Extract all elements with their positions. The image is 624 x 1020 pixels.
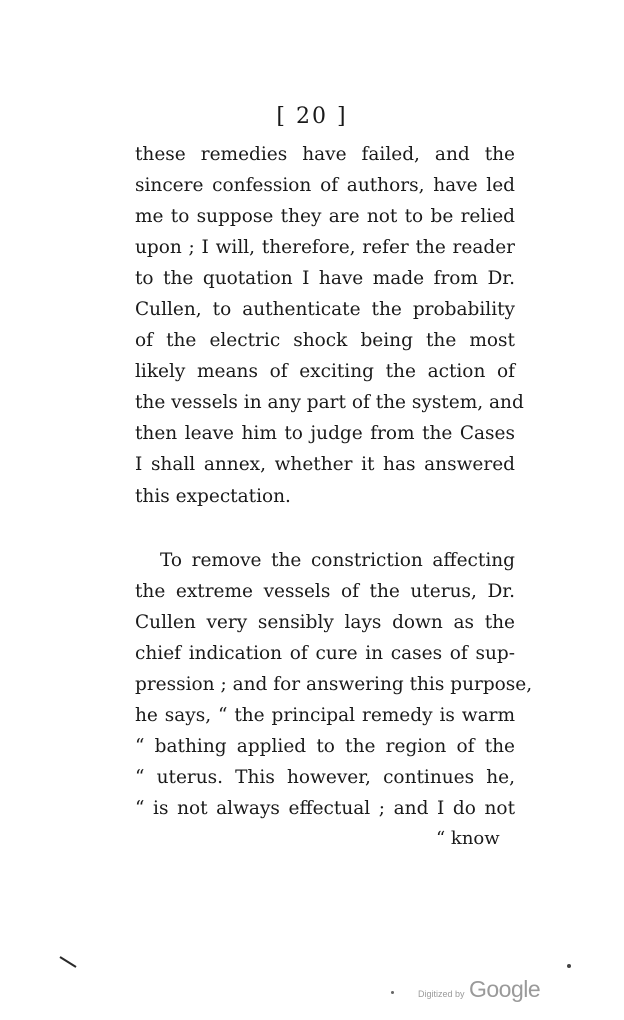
text-line: sincere confession of authors, have led (135, 175, 515, 196)
text-line: he says, “ the principal remedy is warm (135, 705, 515, 726)
text-line: this expectation. (135, 486, 291, 507)
text-line: then leave him to judge from the Cases (135, 423, 515, 444)
text-line: pression ; and for answering this purpose, (135, 674, 533, 695)
text-line: upon ; I will, therefore, refer the reader (135, 237, 515, 258)
text-line: of the electric shock being the most (135, 330, 515, 351)
google-logo: Google (468, 976, 541, 1002)
text-line: to the quotation I have made from Dr. (135, 268, 515, 289)
ink-mark (58, 954, 80, 970)
digitized-by-google-watermark (418, 976, 540, 1003)
text-line: I shall annex, whether it has answered (135, 454, 515, 475)
text-line: the extreme vessels of the uterus, Dr. (135, 581, 515, 602)
text-line: the vessels in any part of the system, and (135, 392, 524, 413)
text-line: Cullen, to authenticate the probability (135, 299, 515, 320)
catchword: “ know (436, 828, 500, 849)
text-line: “ is not always effectual ; and I do not (135, 798, 515, 819)
ink-dot (390, 990, 395, 995)
page-number-header: [ 20 ] (276, 104, 348, 129)
text-line: me to suppose they are not to be relied (135, 206, 515, 227)
text-line: “ bathing applied to the region of the (135, 736, 515, 757)
text-line: Cullen very sensibly lays down as the (135, 612, 515, 633)
text-line: likely means of exciting the action of (135, 361, 515, 382)
text-line: “ uterus. This however, continues he, (135, 767, 515, 788)
watermark-prefix: Digitized by (418, 989, 465, 999)
text-line: chief indication of cure in cases of sup- (135, 643, 515, 664)
text-line: To remove the constriction affecting (160, 550, 515, 571)
text-line: these remedies have failed, and the (135, 144, 515, 165)
ink-dot (566, 963, 572, 969)
